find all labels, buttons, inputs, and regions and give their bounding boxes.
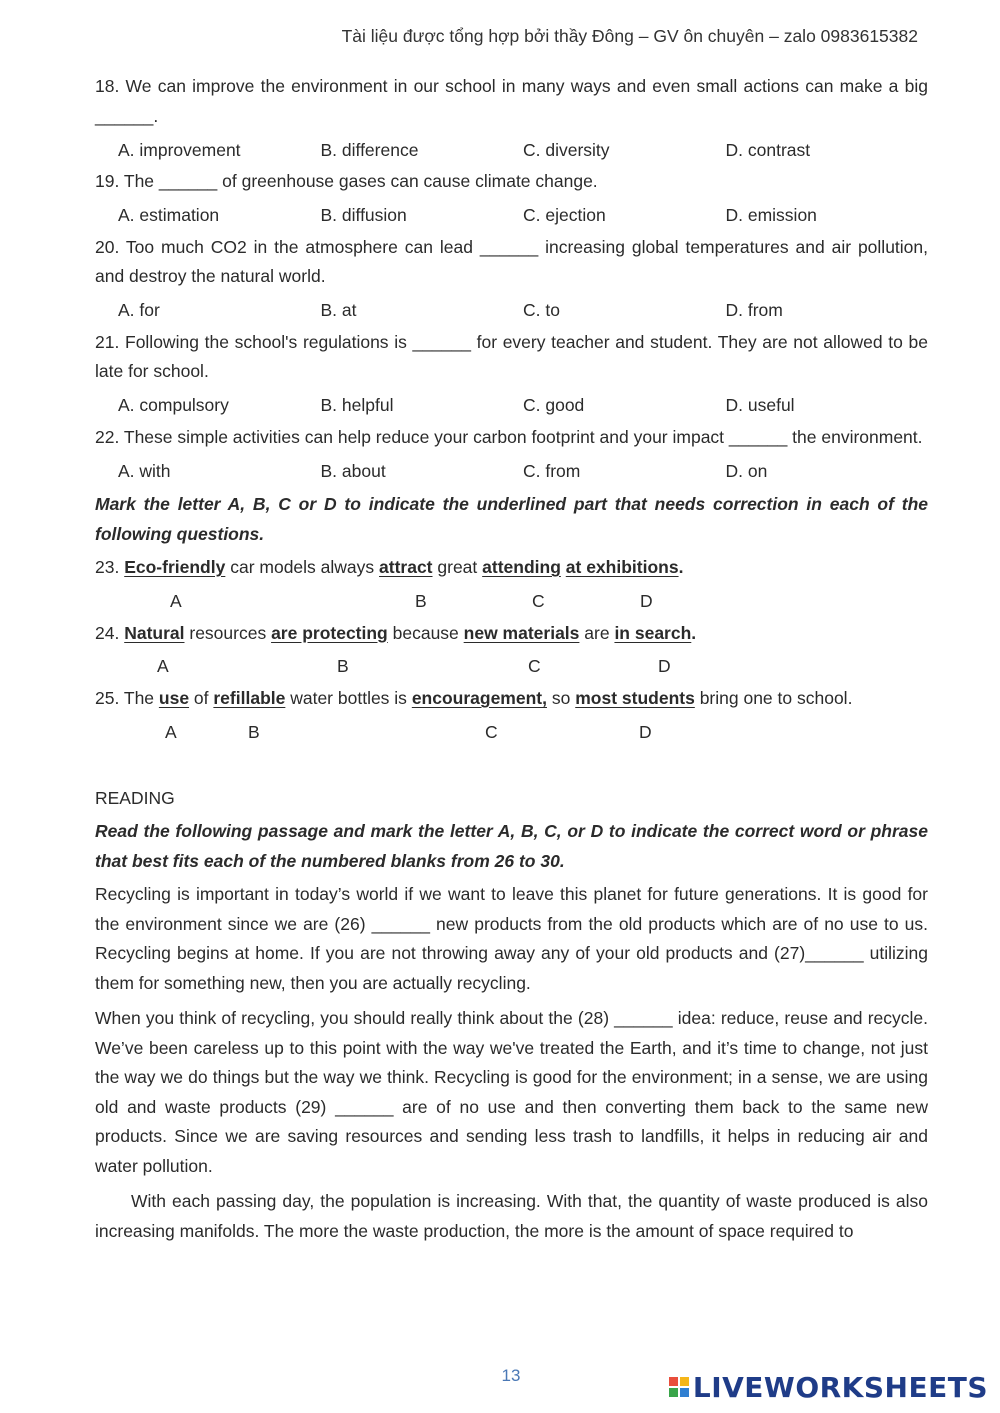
liveworksheets-logo-icon bbox=[669, 1377, 689, 1397]
underlined-part-b[interactable]: are protecting bbox=[271, 622, 388, 643]
sentence-text: so bbox=[547, 688, 576, 708]
sentence-text: water bottles is bbox=[285, 688, 412, 708]
underlined-part-d[interactable]: most students bbox=[575, 688, 695, 708]
sentence-text: of bbox=[189, 688, 214, 708]
question-22-options bbox=[95, 454, 928, 488]
sentence-text: great bbox=[432, 557, 483, 577]
question-19-options bbox=[95, 199, 928, 233]
question-20-options bbox=[95, 294, 928, 328]
question-19: 19. The ______ of greenhouse gases can cause climate change. bbox=[95, 171, 598, 191]
underlined-part-c[interactable]: encouragement, bbox=[411, 688, 547, 708]
option-c[interactable]: C. good bbox=[523, 395, 585, 415]
sentence-text: are bbox=[579, 622, 615, 643]
question-21-options bbox=[95, 389, 928, 423]
letter-c: C bbox=[528, 656, 541, 676]
question-23-letters bbox=[95, 585, 928, 619]
option-d[interactable]: D. useful bbox=[725, 395, 795, 415]
option-d[interactable]: D. from bbox=[725, 300, 783, 320]
underlined-part-b[interactable]: attract bbox=[379, 557, 433, 577]
question-23 bbox=[95, 553, 928, 583]
reading-paragraph-3: With each passing day, the population is increasing. With that, the quantity of waste produced is also increasing manifolds. The more the waste production, the more is the amount of space required to bbox=[95, 1191, 928, 1241]
question-22: 22. These simple activities can help reduce your carbon footprint and your impact ______ the environment. bbox=[95, 426, 923, 447]
question-number: 24. bbox=[95, 622, 125, 643]
question-24 bbox=[95, 619, 928, 649]
option-a[interactable]: A. improvement bbox=[118, 139, 241, 160]
option-b[interactable]: B. helpful bbox=[320, 395, 394, 415]
option-c[interactable]: C. diversity bbox=[523, 139, 610, 160]
sentence-text: . bbox=[678, 557, 684, 577]
option-b[interactable]: B. difference bbox=[320, 139, 419, 160]
option-a[interactable]: A. estimation bbox=[118, 205, 220, 225]
error-correction-instruction: Mark the letter A, B, C or D to indicate the underlined part that needs correction in each of the following questions. bbox=[95, 494, 928, 544]
underlined-part-c[interactable]: new materials bbox=[463, 622, 580, 643]
underlined-part-c[interactable]: attending bbox=[482, 557, 561, 577]
underlined-part-d[interactable]: at exhibitions bbox=[565, 557, 679, 577]
letter-b: B bbox=[337, 656, 349, 676]
reading-instruction: Read the following passage and mark the letter A, B, C, or D to indicate the correct word or phrase that best fits each of the numbered blanks from 26 to 30. bbox=[95, 821, 928, 871]
liveworksheets-logo[interactable] bbox=[669, 1372, 988, 1402]
letter-a: A bbox=[157, 656, 169, 676]
logo-square-1 bbox=[669, 1377, 678, 1386]
underlined-part-a[interactable]: Natural bbox=[124, 622, 185, 643]
reading-paragraph-2: When you think of recycling, you should really think about the (28) ______ idea: reduce, reuse and recycle. We’ve been careless up to this point with the way we've treated the Earth, and it’s time to change, not just the way we do things but the way we think. Recycling is good for the environment; in a sense, we are using old and waste products (29) ______ are of no use and then converting them back to the same new products. Since we are saving resources and sending less trash to landfills, it helps in reducing air and water pollution. bbox=[95, 1008, 928, 1176]
reading-heading: READING bbox=[95, 787, 175, 808]
letter-d: D bbox=[639, 721, 652, 742]
letter-d: D bbox=[658, 656, 671, 676]
logo-square-3 bbox=[669, 1388, 678, 1397]
option-c[interactable]: C. from bbox=[523, 460, 581, 481]
option-a[interactable]: A. with bbox=[118, 460, 171, 481]
option-d[interactable]: D. emission bbox=[725, 205, 817, 225]
underlined-part-d[interactable]: in search bbox=[614, 622, 692, 643]
question-number: 25. The bbox=[95, 688, 159, 708]
question-18-options bbox=[95, 133, 928, 167]
sentence-text: . bbox=[691, 622, 697, 643]
option-b[interactable]: B. diffusion bbox=[320, 205, 407, 225]
question-18: 18. We can improve the environment in our school in many ways and even small actions can make a big ______. bbox=[95, 76, 928, 126]
underlined-part-b[interactable]: refillable bbox=[213, 688, 286, 708]
option-a[interactable]: A. compulsory bbox=[118, 395, 229, 415]
reading-paragraph-1: Recycling is important in today’s world if we want to leave this planet for future generations. It is good for the environment since we are (26) ______ new products from the old products which are of no use to us. Recycling begins at home. If you are not throwing away any of your old products and (27)______ utilizing them for something new, then you are actually recycling. bbox=[95, 884, 928, 993]
letter-b: B bbox=[248, 721, 260, 742]
page-number: 13 bbox=[501, 1366, 521, 1385]
question-24-letters bbox=[95, 650, 928, 684]
question-25-letters bbox=[95, 716, 928, 750]
sentence-text: because bbox=[387, 622, 464, 643]
underlined-part-a[interactable]: Eco-friendly bbox=[124, 557, 226, 577]
option-b[interactable]: B. at bbox=[320, 300, 357, 320]
sentence-text: bring one to school. bbox=[694, 688, 853, 708]
worksheet-content bbox=[95, 72, 928, 1252]
logo-text: LIVEWORKSHEETS bbox=[692, 1370, 988, 1404]
letter-d: D bbox=[640, 590, 653, 611]
question-25 bbox=[95, 684, 928, 714]
letter-a: A bbox=[170, 590, 182, 611]
page-header: Tài liệu được tổng hợp bởi thầy Đông – GV ôn chuyên – zalo 0983615382 bbox=[341, 26, 918, 46]
logo-square-2 bbox=[680, 1377, 689, 1386]
letter-c: C bbox=[485, 721, 498, 742]
question-21: 21. Following the school's regulations is ______ for every teacher and student. They are not allowed to be late for school. bbox=[95, 331, 928, 381]
letter-c: C bbox=[532, 590, 545, 611]
option-a[interactable]: A. for bbox=[118, 300, 160, 320]
option-c[interactable]: C. ejection bbox=[523, 205, 606, 225]
sentence-text: resources bbox=[184, 622, 272, 643]
letter-b: B bbox=[415, 590, 427, 611]
underlined-part-a[interactable]: use bbox=[158, 688, 190, 708]
logo-square-4 bbox=[680, 1388, 689, 1397]
option-d[interactable]: D. contrast bbox=[725, 139, 811, 160]
sentence-text: car models always bbox=[225, 557, 380, 577]
letter-a: A bbox=[165, 721, 177, 742]
option-c[interactable]: C. to bbox=[523, 300, 560, 320]
question-number: 23. bbox=[95, 557, 125, 577]
question-20: 20. Too much CO2 in the atmosphere can lead ______ increasing global temperatures and air pollution, and destroy the natural world. bbox=[95, 236, 928, 286]
option-d[interactable]: D. on bbox=[725, 460, 768, 481]
option-b[interactable]: B. about bbox=[320, 460, 386, 481]
